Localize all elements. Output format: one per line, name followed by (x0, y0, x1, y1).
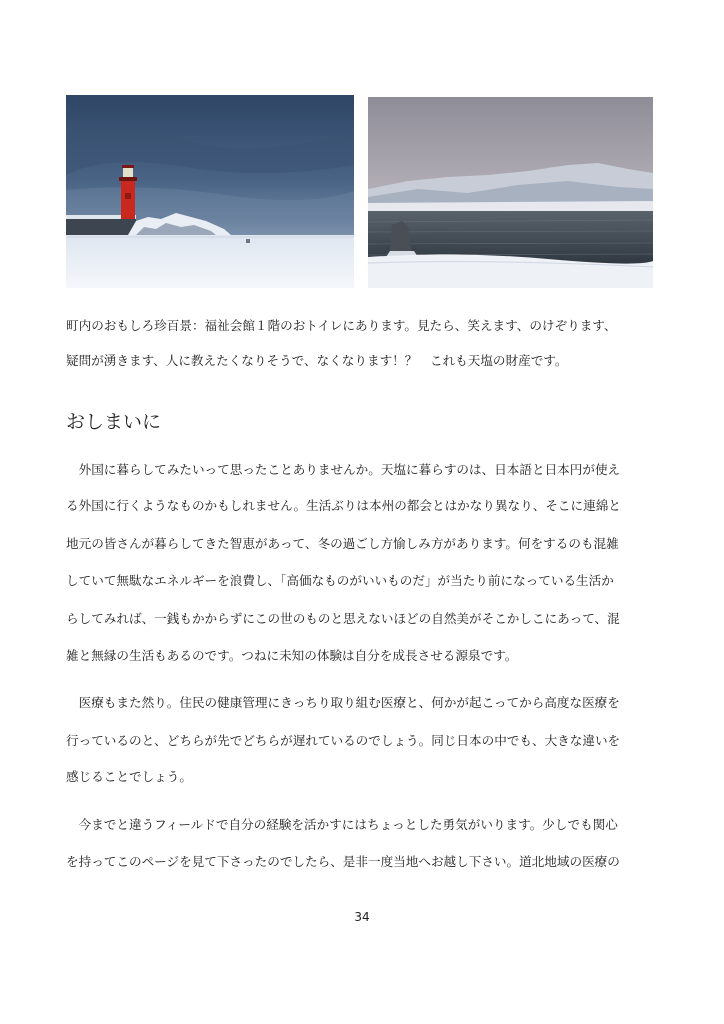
paragraph-line: 医療もまた然り。住民の健康管理にきっちり取り組む医療と、何かが起こってから高度な医療を (66, 695, 620, 710)
page-number: 34 (354, 910, 370, 924)
paragraph-line: らしてみれば、一銭もかからずにこの世のものと思えないほどの自然美がそこかしこにあって、混 (66, 611, 620, 626)
paragraph-line: 感じることでしょう。 (66, 769, 192, 784)
paragraph-line: していて無駄なエネルギーを浪費し、「高価なものがいいものだ」が当たり前になっている生活か (66, 573, 614, 588)
caption-line: 町内のおもしろ珍百景：福祉会館１階のおトイレにあります。見たら、笑えます、のけぞります、 (66, 318, 617, 333)
paragraph-line: 地元の皆さんが暮らしてきた智恵があって、冬の過ごし方愉しみ方があります。何をするのも混雑 (66, 536, 619, 551)
snowy-mountains-sea-photo (368, 97, 653, 288)
paragraph-line: 行っているのと、どちらが先でどちらが遅れているのでしょう。同じ日本の中でも、大きな違いを (66, 733, 621, 748)
paragraph-line: 今までと違うフィールドで自分の経験を活かすにはちょっとした勇気がいります。少しでも関心 (66, 817, 618, 832)
paragraph-line: る外国に行くようなものかもしれません。生活ぶりは本州の都会とはかなり異なり、そこに連綿と (66, 498, 621, 513)
paragraph-line: 外国に暮らしてみたいって思ったことありませんか。天塩に暮らすのは、日本語と日本円が使え (66, 462, 621, 477)
lighthouse-photo (66, 95, 354, 288)
section-heading: おしまいに (66, 411, 162, 433)
paragraph-line: を持ってこのページを見て下さったのでしたら、是非一度当地へお越し下さい。道北地域の医療の (66, 854, 620, 869)
caption-line: 疑問が湧きます、人に教えたくなりそうで、なくなります！？ これも天塩の財産です。 (66, 353, 568, 368)
paragraph-line: 雑と無縁の生活もあるのです。つねに未知の体験は自分を成長させる源泉です。 (66, 648, 518, 663)
